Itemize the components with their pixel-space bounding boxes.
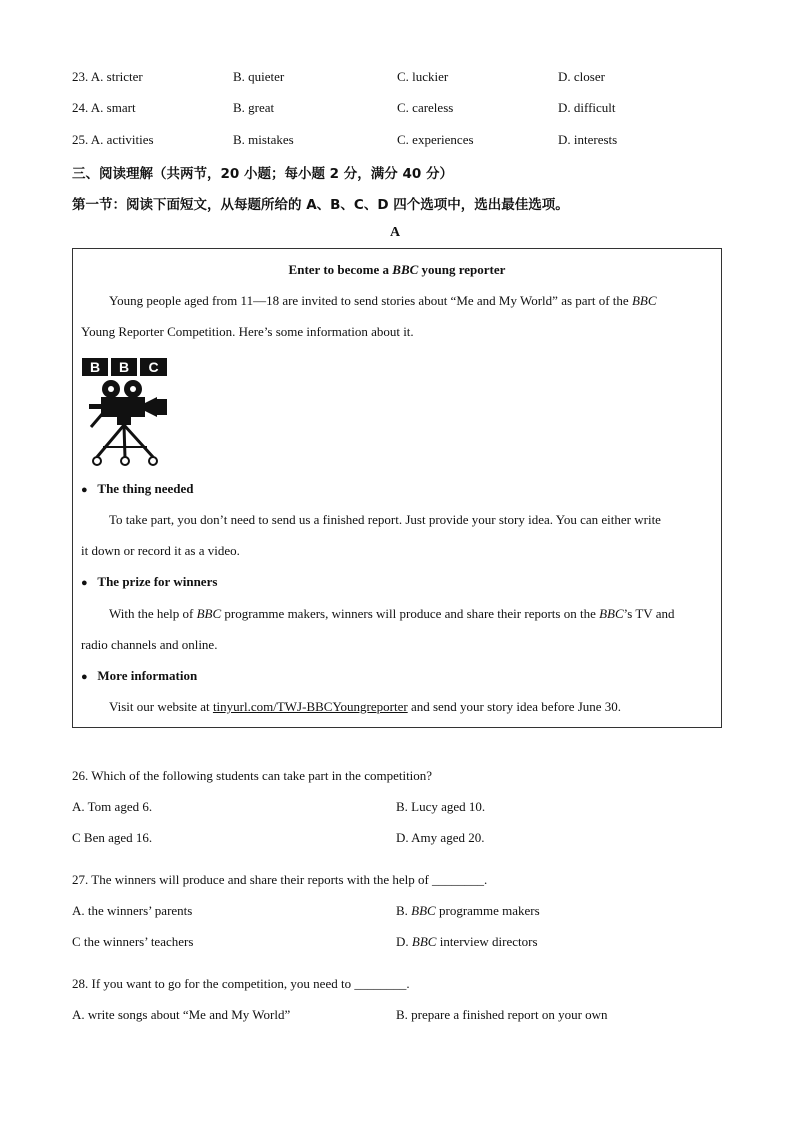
bbc-logo — [82, 358, 167, 376]
q27-option-a: A. the winners’ parents — [72, 903, 193, 918]
passage-intro-line-2: Young Reporter Competition. Here’s some information about it. — [81, 324, 414, 339]
q24-option-c: C. careless — [397, 100, 454, 115]
q27-option-c: C the winners’ teachers — [72, 934, 194, 949]
q23-option-b: B. quieter — [233, 69, 285, 84]
logo-letter-3: C — [148, 359, 159, 375]
q25-option-d: D. interests — [558, 132, 618, 147]
q23-option-c: C. luckier — [397, 69, 449, 84]
paragraph-2-line-2: radio channels and online. — [81, 637, 218, 652]
passage-letter: A — [390, 225, 401, 240]
website-link[interactable]: tinyurl.com/TWJ-BBCYoungreporter — [212, 699, 408, 714]
q26-option-b: B. Lucy aged 10. — [396, 799, 486, 814]
bullet-icon: ● — [81, 577, 88, 589]
logo-letter-2: B — [118, 359, 130, 375]
q24-option-a: 24. A. smart — [72, 100, 136, 115]
paragraph-1-line-2: it down or record it as a video. — [81, 543, 240, 558]
bbc-camera-image — [81, 357, 171, 467]
q28-stem: 28. If you want to go for the competition, you need to ________. — [72, 976, 410, 991]
q27-stem: 27. The winners will produce and share their reports with the help of ________. — [72, 872, 488, 887]
section-heading-more-info: ● More information — [81, 668, 198, 683]
q28-option-a: A. write songs about “Me and My World” — [72, 1007, 291, 1022]
q24-option-b: B. great — [233, 100, 275, 115]
paragraph-3: Visit our website at tinyurl.com/TWJ-BBCYoungreporter and send your story idea before June 30. — [109, 699, 622, 714]
tripod-icon — [93, 425, 157, 465]
q25-option-b: B. mistakes — [233, 132, 294, 147]
q24-option-d: D. difficult — [558, 100, 616, 115]
bullet-icon: ● — [81, 484, 88, 496]
q28-option-b: B. prepare a finished report on your own — [396, 1007, 608, 1022]
section-heading-thing-needed: ● The thing needed — [81, 481, 194, 496]
q27-option-b: B. BBC programme makers — [396, 903, 540, 918]
passage-intro-line-1: Young people aged from 11—18 are invited to send stories about “Me and My World” as part of the BBC — [109, 293, 657, 308]
section-3-part-1-instructions: 第一节：阅读下面短文，从每题所给的 A、B、C、D 四个选项中，选出最佳选项。 — [72, 197, 569, 213]
q26-option-c: C Ben aged 16. — [72, 830, 153, 845]
q23-option-a: 23. A. stricter — [72, 69, 143, 84]
q26-option-d: D. Amy aged 20. — [396, 830, 485, 845]
section-heading-prize: ● The prize for winners — [81, 574, 218, 589]
bullet-icon: ● — [81, 671, 88, 683]
paragraph-1-line-1: To take part, you don’t need to send us a finished report. Just provide your story idea. You can either write — [109, 512, 661, 527]
movie-camera-icon — [89, 380, 167, 427]
q26-stem: 26. Which of the following students can take part in the competition? — [72, 768, 433, 783]
q25-option-a: 25. A. activities — [72, 132, 154, 147]
q25-option-c: C. experiences — [397, 132, 474, 147]
q23-option-d: D. closer — [558, 69, 605, 84]
q27-option-d: D. BBC interview directors — [396, 934, 538, 949]
passage-title: Enter to become a BBC young reporter — [288, 262, 506, 277]
logo-letter-1: B — [89, 359, 101, 375]
section-3-title: 三、阅读理解（共两节，20 小题；每小题 2 分，满分 40 分） — [72, 166, 453, 182]
q26-option-a: A. Tom aged 6. — [72, 799, 153, 814]
paragraph-2-line-1: With the help of BBC programme makers, winners will produce and share their reports on the BBC’s TV and — [109, 606, 675, 621]
